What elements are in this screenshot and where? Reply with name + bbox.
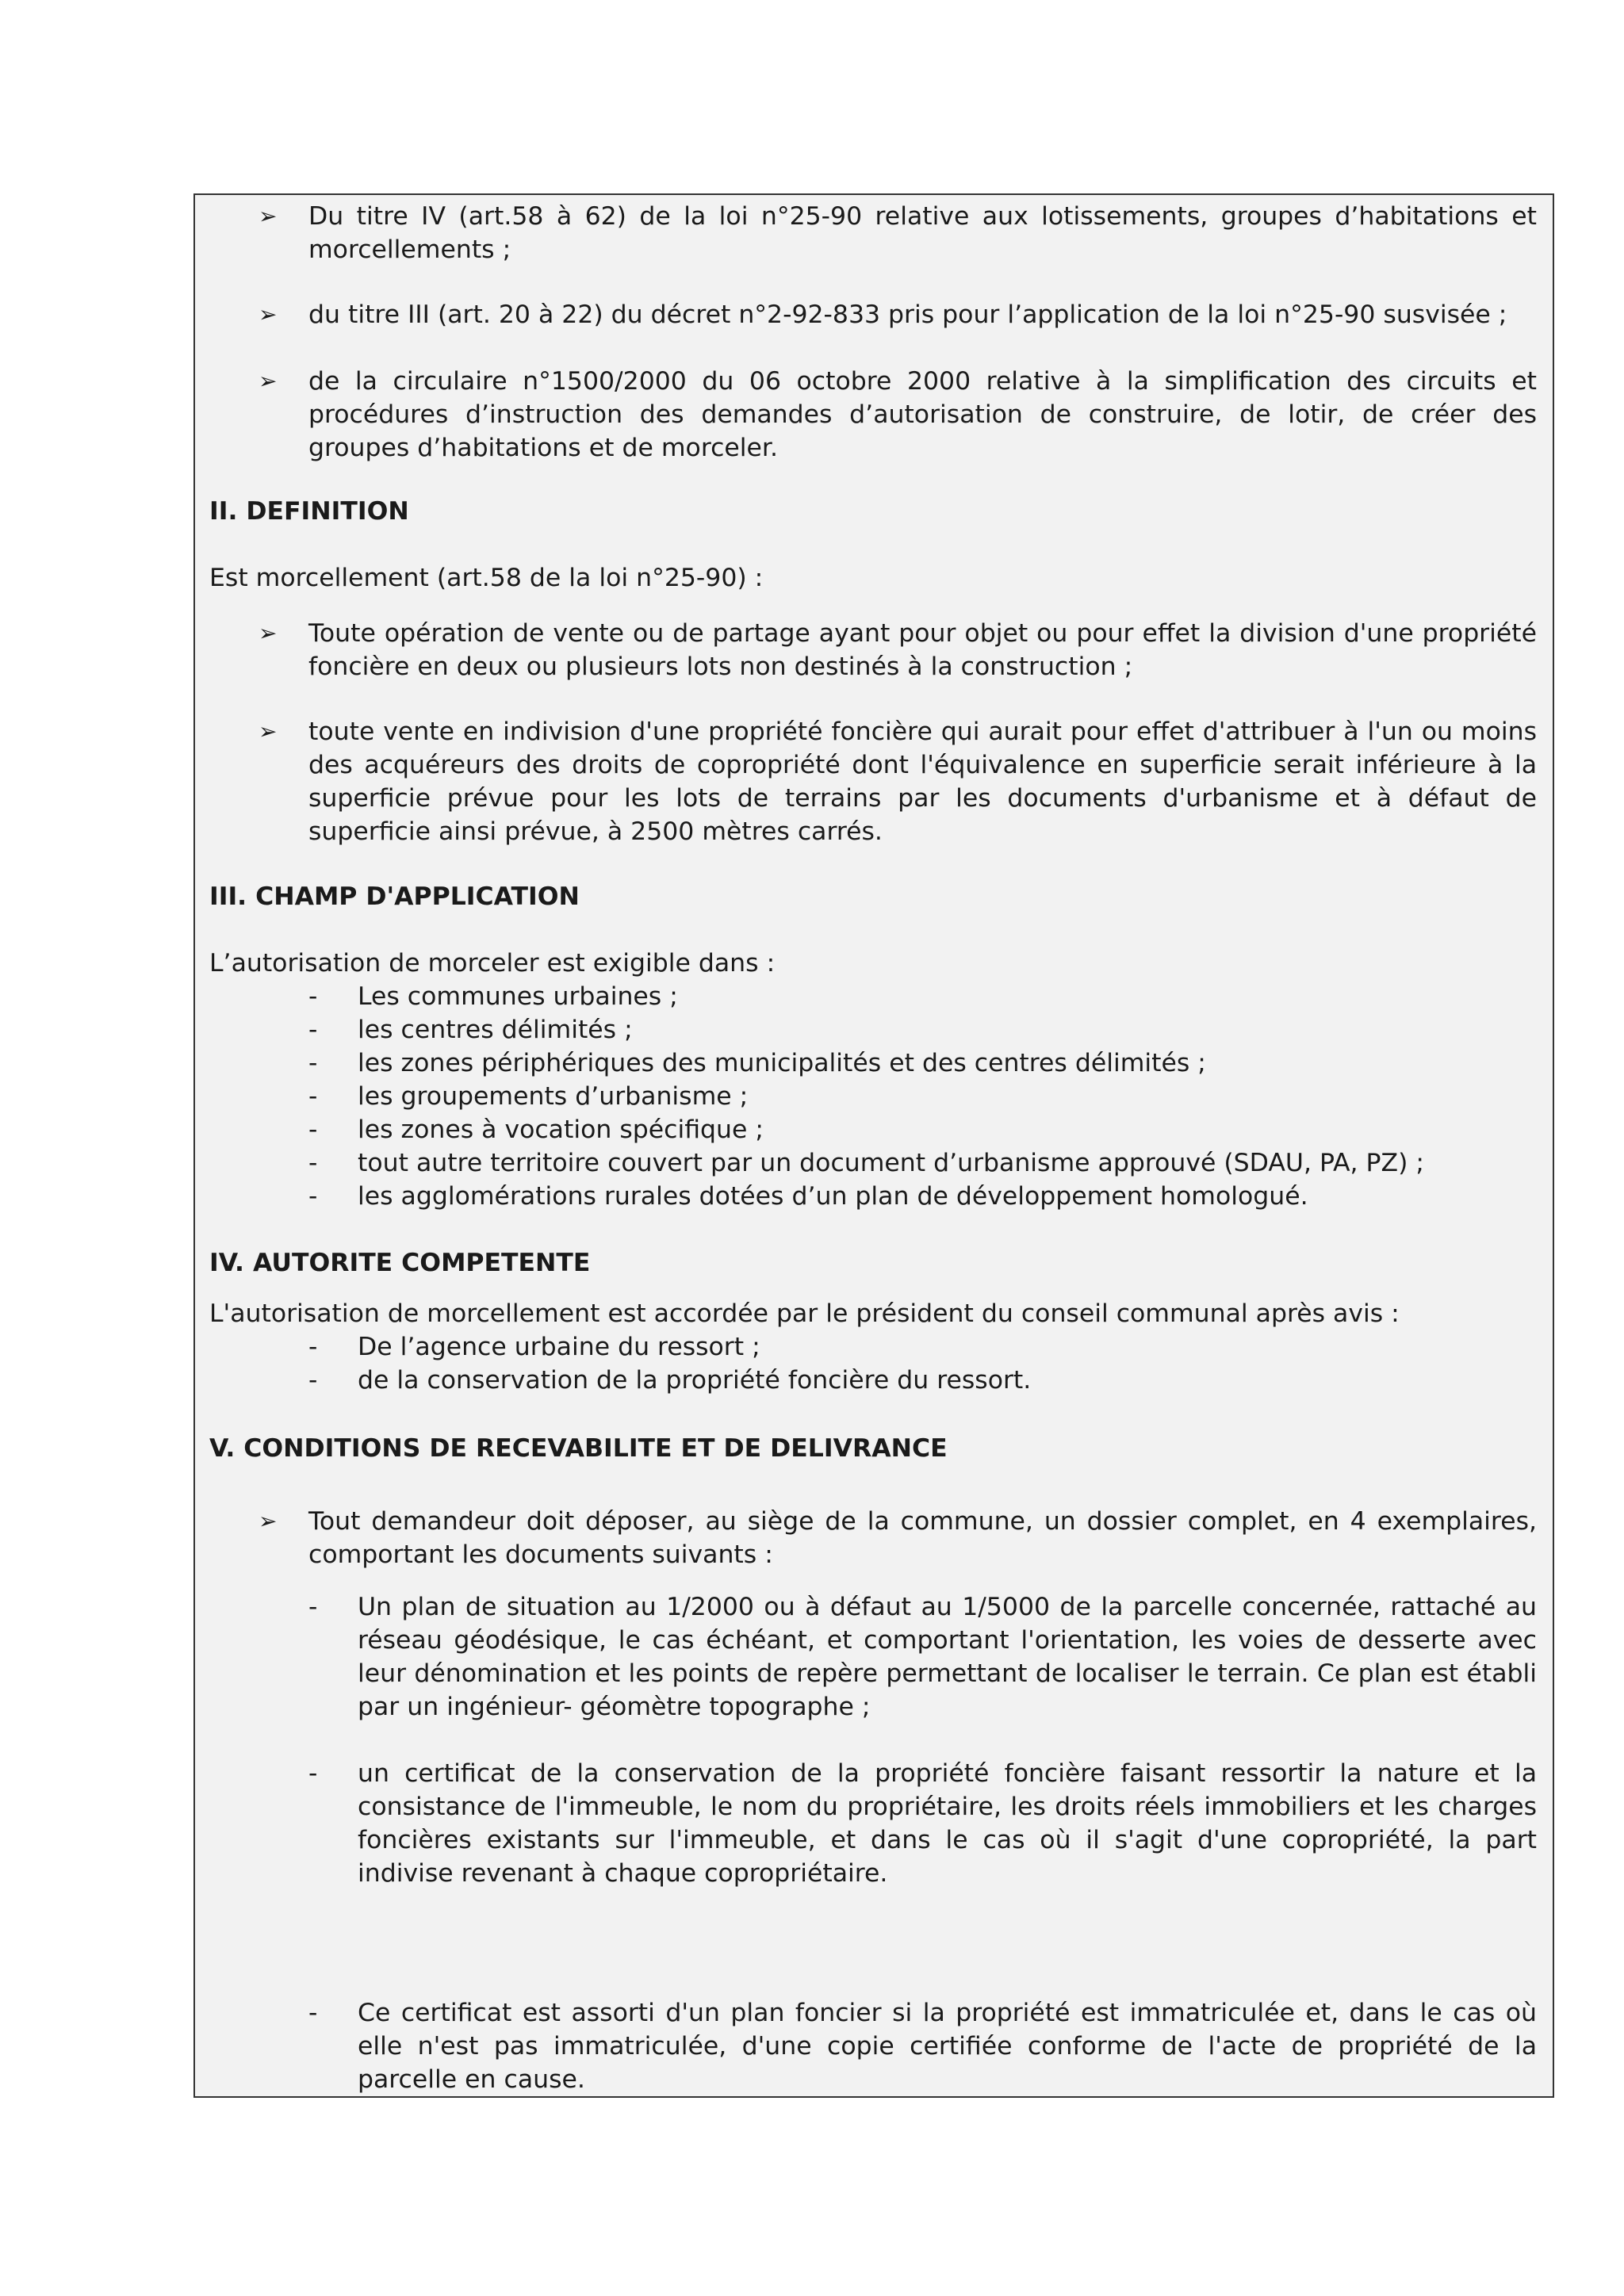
item-text: les agglomérations rurales dotées d’un plan de développement homologué.: [358, 1182, 1308, 1211]
dash-bullet-icon: -: [308, 1149, 318, 1177]
dash-bullet-icon: -: [308, 1999, 318, 2027]
section-heading: II. DEFINITION: [209, 497, 409, 526]
item-text: De l’agence urbaine du ressort ;: [358, 1333, 760, 1361]
list-item: [209, 298, 1537, 331]
list-item: [209, 1047, 1537, 1080]
section-intro: L’autorisation de morceler est exigible dans :: [209, 949, 776, 978]
section-heading: III. CHAMP D'APPLICATION: [209, 882, 580, 911]
list-item: [209, 1590, 1537, 1724]
dash-bullet-icon: -: [308, 1115, 318, 1144]
list-item: [209, 1505, 1537, 1571]
list-item: [209, 1757, 1537, 1890]
dash-bullet-icon: -: [308, 1366, 318, 1395]
item-text: les centres délimités ;: [358, 1016, 633, 1044]
list-item: [209, 1013, 1537, 1047]
dash-bullet-icon: -: [308, 1049, 318, 1077]
dash-bullet-icon: -: [308, 982, 318, 1011]
list-item: [209, 365, 1537, 465]
list-item: [209, 1180, 1537, 1213]
section-intro: Est morcellement (art.58 de la loi n°25-90) :: [209, 564, 764, 592]
arrow-bullet-icon: ➢: [259, 203, 278, 229]
list-item: [209, 715, 1537, 848]
dash-bullet-icon: -: [308, 1593, 318, 1621]
item-text: de la conservation de la propriété foncière du ressort.: [358, 1366, 1032, 1395]
dash-bullet-icon: -: [308, 1333, 318, 1361]
arrow-bullet-icon: ➢: [259, 718, 278, 744]
list-item: [209, 1080, 1537, 1113]
dash-bullet-icon: -: [308, 1082, 318, 1111]
section-intro: L'autorisation de morcellement est accordée par le président du conseil communal après avis :: [209, 1299, 1400, 1328]
item-text: les zones à vocation spécifique ;: [358, 1115, 764, 1144]
arrow-bullet-icon: ➢: [259, 1508, 278, 1534]
bullet-text: toute vente en indivision d'une propriété foncière qui aurait pour effet d'attribuer à l'un ou moins des acquéreurs des droits de copropriété dont l'équivalence en superficie serait inférieure à la superficie prévue pour les lots de terrains par les documents d'urbanisme et à défaut de superficie ainsi prévue, à 2500 mètres carrés.: [308, 718, 1537, 846]
item-text: un certificat de la conservation de la propriété foncière faisant ressortir la nature et la consistance de l'immeuble, le nom du propriétaire, les droits réels immobiliers et les charges foncières existants sur l'immeuble, et dans le cas où il s'agit d'une copropriété, la part indivise revenant à chaque copropriétaire.: [358, 1759, 1537, 1888]
item-text: tout autre territoire couvert par un document d’urbanisme approuvé (SDAU, PA, PZ) ;: [358, 1149, 1425, 1177]
list-item: [209, 1364, 1537, 1397]
list-item: [209, 200, 1537, 266]
content-box: [193, 193, 1554, 2098]
item-text: Les communes urbaines ;: [358, 982, 678, 1011]
bullet-text: Tout demandeur doit déposer, au siège de la commune, un dossier complet, en 4 exemplaires, comportant les documents suivants :: [308, 1507, 1537, 1569]
item-text: les zones périphériques des municipalités et des centres délimités ;: [358, 1049, 1206, 1077]
bullet-text: Du titre IV (art.58 à 62) de la loi n°25-90 relative aux lotissements, groupes d’habitations et morcellements ;: [308, 202, 1537, 264]
bullet-text: de la circulaire n°1500/2000 du 06 octobre 2000 relative à la simplification des circuits et procédures d’instruction des demandes d’autorisation de construire, de lotir, de créer des groupes d’habitations et de morceler.: [308, 367, 1537, 462]
section-heading: V. CONDITIONS DE RECEVABILITE ET DE DELIVRANCE: [209, 1434, 948, 1463]
dash-bullet-icon: -: [308, 1016, 318, 1044]
bullet-text: Toute opération de vente ou de partage ayant pour objet ou pour effet la division d'une propriété foncière en deux ou plusieurs lots non destinés à la construction ;: [308, 619, 1537, 681]
item-text: Ce certificat est assorti d'un plan foncier si la propriété est immatriculée et, dans le cas où elle n'est pas immatriculée, d'une copie certifiée conforme de l'acte de propriété de la parcelle en cause.: [358, 1999, 1537, 2094]
item-text: les groupements d’urbanisme ;: [358, 1082, 749, 1111]
dash-bullet-icon: -: [308, 1182, 318, 1211]
bullet-text: du titre III (art. 20 à 22) du décret n°2-92-833 pris pour l’application de la loi n°25-90 susvisée ;: [308, 300, 1507, 329]
arrow-bullet-icon: ➢: [259, 301, 278, 327]
section-heading: IV. AUTORITE COMPETENTE: [209, 1249, 591, 1277]
arrow-bullet-icon: ➢: [259, 620, 278, 646]
item-text: Un plan de situation au 1/2000 ou à défaut au 1/5000 de la parcelle concernée, rattaché au réseau géodésique, le cas échéant, et comportant l'orientation, les voies de desserte avec leur dénomination et les points de repère permettant de localiser le terrain. Ce plan est établi par un ingénieur- géomètre topographe ;: [358, 1593, 1537, 1721]
list-item: [209, 980, 1537, 1013]
list-item: [209, 1996, 1537, 2096]
list-item: [209, 1113, 1537, 1146]
list-item: [209, 1330, 1537, 1364]
list-item: [209, 1146, 1537, 1180]
list-item: [209, 617, 1537, 683]
arrow-bullet-icon: ➢: [259, 368, 278, 394]
dash-bullet-icon: -: [308, 1759, 318, 1788]
